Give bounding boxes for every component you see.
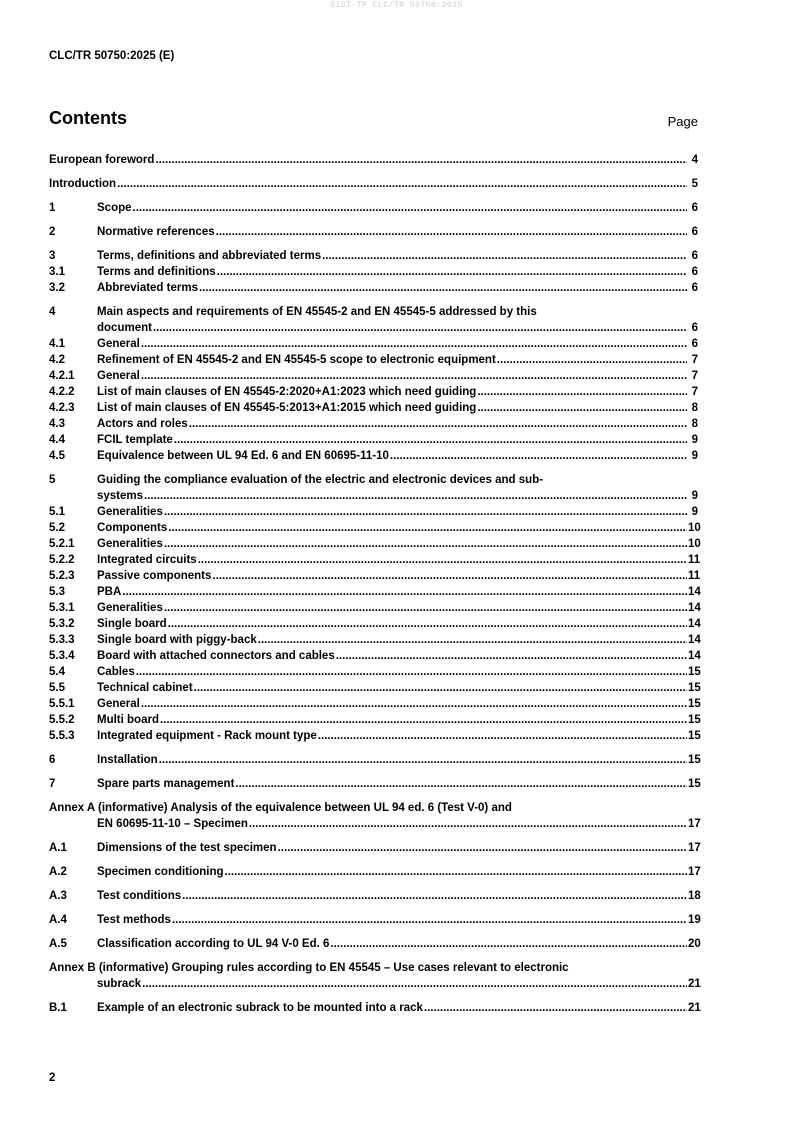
toc-entry-title: Dimensions of the test specimen	[97, 842, 277, 854]
toc-entry-number: 5.2	[49, 522, 65, 534]
toc-entry-page: 9	[691, 434, 698, 446]
toc-entry-title: General	[97, 338, 140, 350]
toc-entry-number: 5.3.1	[49, 602, 75, 614]
toc-entry-number: 4.1	[49, 338, 65, 350]
toc-entry[interactable]	[49, 712, 701, 728]
toc-entry-page: 17	[688, 818, 701, 830]
toc-entry-title: Annex A (informative) Analysis of the equivalence between UL 94 ed. 6 (Test V-0) and	[49, 802, 512, 814]
toc-entry-title: Annex B (informative) Grouping rules according to EN 45545 – Use cases relevant to electronic	[49, 962, 569, 974]
toc-entry-page: 21	[688, 978, 701, 990]
toc-entry[interactable]	[49, 384, 698, 400]
toc-entry-page: 10	[688, 538, 701, 550]
toc-entry-number: 6	[49, 754, 56, 766]
toc-entry[interactable]	[49, 584, 701, 600]
toc-entry-title: Abbreviated terms	[97, 282, 198, 294]
toc-entry-page: 10	[688, 522, 701, 534]
toc-entry-number: 5.2.3	[49, 570, 75, 582]
dot-leader	[168, 616, 687, 632]
toc-entry[interactable]	[49, 616, 701, 632]
page-number: 2	[49, 1072, 56, 1084]
toc-entry-title: Technical cabinet	[97, 682, 193, 694]
toc-entry-page: 11	[688, 570, 701, 582]
toc-entry-page: 15	[688, 754, 701, 766]
dot-leader	[194, 680, 687, 696]
toc-entry-number: 1	[49, 202, 56, 214]
toc-entry[interactable]	[49, 960, 701, 992]
dot-leader	[174, 432, 687, 448]
toc-entry[interactable]	[49, 400, 698, 416]
dot-leader	[199, 280, 687, 296]
toc-entry-title: EN 60695-11-10 – Specimen	[97, 818, 248, 830]
toc-entry-number: 5.3.4	[49, 650, 75, 662]
dot-leader	[235, 776, 687, 792]
toc-entry-number: 4.2.1	[49, 370, 75, 382]
toc-entry-page: 15	[688, 698, 701, 710]
dot-leader	[141, 336, 687, 352]
toc-entry-number: A.2	[49, 866, 67, 878]
toc-entry-page: 6	[691, 202, 698, 214]
toc-entry[interactable]	[49, 632, 701, 648]
dot-leader	[155, 152, 687, 168]
dot-leader	[172, 912, 687, 928]
toc-entry-page: 15	[688, 666, 701, 678]
dot-leader	[182, 888, 687, 904]
toc-entry-title: Board with attached connectors and cables	[97, 650, 335, 662]
dot-leader	[136, 664, 687, 680]
toc-entry[interactable]	[49, 176, 698, 192]
toc-entry-number: 5.5.1	[49, 698, 75, 710]
toc-entry[interactable]	[49, 472, 698, 504]
toc-entry[interactable]	[49, 1000, 701, 1016]
toc-entry[interactable]	[49, 776, 701, 792]
dot-leader	[164, 536, 687, 552]
toc-entry-title: Generalities	[97, 538, 163, 550]
toc-entry-title: Equivalence between UL 94 Ed. 6 and EN 60695-11-10	[97, 450, 389, 462]
toc-entry-number: 2	[49, 226, 56, 238]
toc-entry-number: 5.2.1	[49, 538, 75, 550]
toc-entry-number: 5.2.2	[49, 554, 75, 566]
dot-leader	[168, 520, 687, 536]
toc-entry-title: European foreword	[49, 154, 155, 166]
dot-leader	[225, 864, 687, 880]
toc-entry-title: document	[97, 322, 152, 334]
toc-entry-page: 14	[688, 634, 701, 646]
toc-entry-title: Refinement of EN 45545-2 and EN 45545-5 scope to electronic equipment	[97, 354, 496, 366]
dot-leader	[198, 552, 687, 568]
toc-entry[interactable]	[49, 152, 698, 168]
toc-entry-page: 14	[688, 602, 701, 614]
toc-entry[interactable]	[49, 520, 701, 536]
toc-entry-number: 5.5	[49, 682, 65, 694]
toc-entry[interactable]	[49, 352, 698, 368]
toc-entry-title: FCIL template	[97, 434, 173, 446]
toc-entry[interactable]	[49, 752, 701, 768]
page-column-label: Page	[667, 114, 698, 129]
toc-entry-page: 8	[691, 418, 698, 430]
toc-entry-number: 4.3	[49, 418, 65, 430]
toc-entry-number: 5.4	[49, 666, 65, 678]
toc-entry-title: Scope	[97, 202, 132, 214]
toc-entry[interactable]	[49, 224, 698, 240]
toc-entry[interactable]	[49, 264, 698, 280]
toc-entry-title: Main aspects and requirements of EN 45545-2 and EN 45545-5 addressed by this	[97, 306, 537, 318]
dot-leader	[141, 368, 687, 384]
toc-entry-page: 17	[688, 842, 701, 854]
toc-entry-title: Cables	[97, 666, 135, 678]
dot-leader	[117, 176, 687, 192]
watermark: SIST-TP CLC/TR 50750:2025	[330, 1, 463, 10]
toc-entry-title: Guiding the compliance evaluation of the electric and electronic devices and sub-	[97, 474, 544, 486]
dot-leader	[330, 936, 687, 952]
dot-leader	[160, 712, 687, 728]
toc-entry-title: Terms, definitions and abbreviated terms	[97, 250, 322, 262]
dot-leader	[216, 224, 687, 240]
toc-entry-title: Spare parts management	[97, 778, 235, 790]
toc-entry[interactable]	[49, 448, 698, 464]
dot-leader	[189, 416, 687, 432]
toc-entry-page: 15	[688, 730, 701, 742]
dot-leader	[477, 400, 687, 416]
toc-entry-page: 6	[691, 338, 698, 350]
dot-leader	[258, 632, 687, 648]
dot-leader	[322, 248, 687, 264]
toc-entry-page: 18	[688, 890, 701, 902]
toc-entry-title: Integrated circuits	[97, 554, 197, 566]
toc-entry-number: B.1	[49, 1002, 67, 1014]
toc-entry-page: 6	[691, 322, 698, 334]
toc-entry[interactable]	[49, 936, 701, 952]
toc-entry-title: Test conditions	[97, 890, 182, 902]
toc-entry[interactable]	[49, 728, 701, 744]
toc-entry-title: Integrated equipment - Rack mount type	[97, 730, 317, 742]
toc-entry[interactable]	[49, 568, 701, 584]
toc-entry-title: PBA	[97, 586, 122, 598]
toc-entry-title: Multi board	[97, 714, 159, 726]
toc-entry-page: 8	[691, 402, 698, 414]
dot-leader	[497, 352, 687, 368]
toc-entry-title: General	[97, 698, 140, 710]
toc-entry-page: 19	[688, 914, 701, 926]
dot-leader	[212, 568, 687, 584]
toc-entry[interactable]	[49, 888, 701, 904]
toc-entry-page: 4	[691, 154, 698, 166]
toc-entry-number: 4	[49, 306, 56, 318]
dot-leader	[133, 200, 687, 216]
toc-entry-page: 6	[691, 282, 698, 294]
toc-entry-page: 9	[691, 506, 698, 518]
toc-entry[interactable]	[49, 504, 698, 520]
toc-entry-title: Terms and definitions	[97, 266, 216, 278]
dot-leader	[278, 840, 687, 856]
toc-entry-title: List of main clauses of EN 45545-5:2013+A1:2015 which need guiding	[97, 402, 477, 414]
toc-entry-title: Components	[97, 522, 168, 534]
toc-entry-page: 9	[691, 490, 698, 502]
toc-entry-number: 4.2.3	[49, 402, 75, 414]
toc-entry[interactable]	[49, 200, 698, 216]
toc-entry-number: 4.2.2	[49, 386, 75, 398]
toc-entry[interactable]	[49, 664, 701, 680]
toc-entry-title: Specimen conditioning	[97, 866, 224, 878]
toc-entry[interactable]	[49, 864, 701, 880]
toc-entry-number: 4.2	[49, 354, 65, 366]
toc-entry-page: 14	[688, 650, 701, 662]
toc-entry[interactable]	[49, 696, 701, 712]
toc-entry-title: Classification according to UL 94 V-0 Ed. 6	[97, 938, 330, 950]
toc-entry-page: 5	[691, 178, 698, 190]
toc-entry-title: Test methods	[97, 914, 171, 926]
toc-entry-number: 3	[49, 250, 56, 262]
toc-entry-number: 7	[49, 778, 56, 790]
dot-leader	[390, 448, 687, 464]
toc-entry-title: systems	[97, 490, 144, 502]
toc-entry[interactable]	[49, 600, 701, 616]
toc-entry-title: Actors and roles	[97, 418, 188, 430]
toc-entry-page: 21	[688, 1002, 701, 1014]
toc-entry[interactable]	[49, 368, 698, 384]
toc-entry[interactable]	[49, 304, 698, 336]
dot-leader	[144, 488, 687, 504]
toc-entry[interactable]	[49, 280, 698, 296]
toc-entry-page: 20	[688, 938, 701, 950]
toc-entry-title: List of main clauses of EN 45545-2:2020+A1:2023 which need guiding	[97, 386, 477, 398]
toc-entry-number: A.1	[49, 842, 67, 854]
toc-entry-page: 11	[688, 554, 701, 566]
document-id: CLC/TR 50750:2025 (E)	[49, 50, 175, 62]
toc-entry-number: 5.5.3	[49, 730, 75, 742]
toc-entry-page: 7	[691, 370, 698, 382]
toc-entry[interactable]	[49, 680, 701, 696]
toc-entry[interactable]	[49, 552, 701, 568]
dot-leader	[141, 696, 687, 712]
dot-leader	[142, 976, 687, 992]
toc-entry-number: 5.3.3	[49, 634, 75, 646]
dot-leader	[318, 728, 687, 744]
toc-entry[interactable]	[49, 336, 698, 352]
toc-entry-number: A.5	[49, 938, 67, 950]
dot-leader	[217, 264, 687, 280]
toc-entry-title: Single board with piggy-back	[97, 634, 257, 646]
toc-entry-title: Installation	[97, 754, 158, 766]
toc-entry[interactable]	[49, 912, 701, 928]
toc-entry-page: 6	[691, 250, 698, 262]
toc-entry-page: 7	[691, 386, 698, 398]
toc-entry-number: 3.1	[49, 266, 65, 278]
toc-entry-page: 14	[688, 618, 701, 630]
dot-leader	[164, 504, 687, 520]
toc-entry-title: Generalities	[97, 506, 163, 518]
toc-entry-page: 6	[691, 266, 698, 278]
toc-entry-number: 3.2	[49, 282, 65, 294]
toc-entry[interactable]	[49, 648, 701, 664]
toc-entry-number: 5.1	[49, 506, 65, 518]
page-title: Contents	[49, 108, 127, 128]
dot-leader	[122, 584, 687, 600]
toc-entry-page: 6	[691, 226, 698, 238]
toc-entry-page: 15	[688, 778, 701, 790]
toc-entry-title: Passive components	[97, 570, 212, 582]
toc-entry-page: 15	[688, 714, 701, 726]
toc-entry-page: 17	[688, 866, 701, 878]
dot-leader	[159, 752, 687, 768]
toc-entry-page: 15	[688, 682, 701, 694]
toc-entry-number: A.3	[49, 890, 67, 902]
toc-entry-number: 5.3.2	[49, 618, 75, 630]
toc-entry[interactable]	[49, 248, 698, 264]
dot-leader	[153, 320, 687, 336]
toc-entry[interactable]	[49, 800, 701, 832]
toc-entry-title: Example of an electronic subrack to be mounted into a rack	[97, 1002, 423, 1014]
toc-entry-title: subrack	[97, 978, 142, 990]
toc-entry-title: Introduction	[49, 178, 117, 190]
dot-leader	[336, 648, 687, 664]
toc-entry[interactable]	[49, 840, 701, 856]
toc-entry[interactable]	[49, 416, 698, 432]
toc-entry-title: Generalities	[97, 602, 163, 614]
toc-entry-number: 4.5	[49, 450, 65, 462]
toc-entry-title: Normative references	[97, 226, 215, 238]
toc-entry[interactable]	[49, 432, 698, 448]
toc-entry-page: 9	[691, 450, 698, 462]
toc-entry-number: 5.5.2	[49, 714, 75, 726]
toc-entry-number: 5.3	[49, 586, 65, 598]
toc-entry-title: Single board	[97, 618, 167, 630]
toc-entry-number: A.4	[49, 914, 67, 926]
toc-entry-number: 4.4	[49, 434, 65, 446]
toc-entry-title: General	[97, 370, 140, 382]
dot-leader	[249, 816, 687, 832]
toc-entry-page: 14	[688, 586, 701, 598]
dot-leader	[424, 1000, 687, 1016]
toc-entry-number: 5	[49, 474, 56, 486]
dot-leader	[477, 384, 687, 400]
table-of-contents	[49, 152, 701, 1016]
toc-entry[interactable]	[49, 536, 701, 552]
dot-leader	[164, 600, 687, 616]
toc-entry-page: 7	[691, 354, 698, 366]
